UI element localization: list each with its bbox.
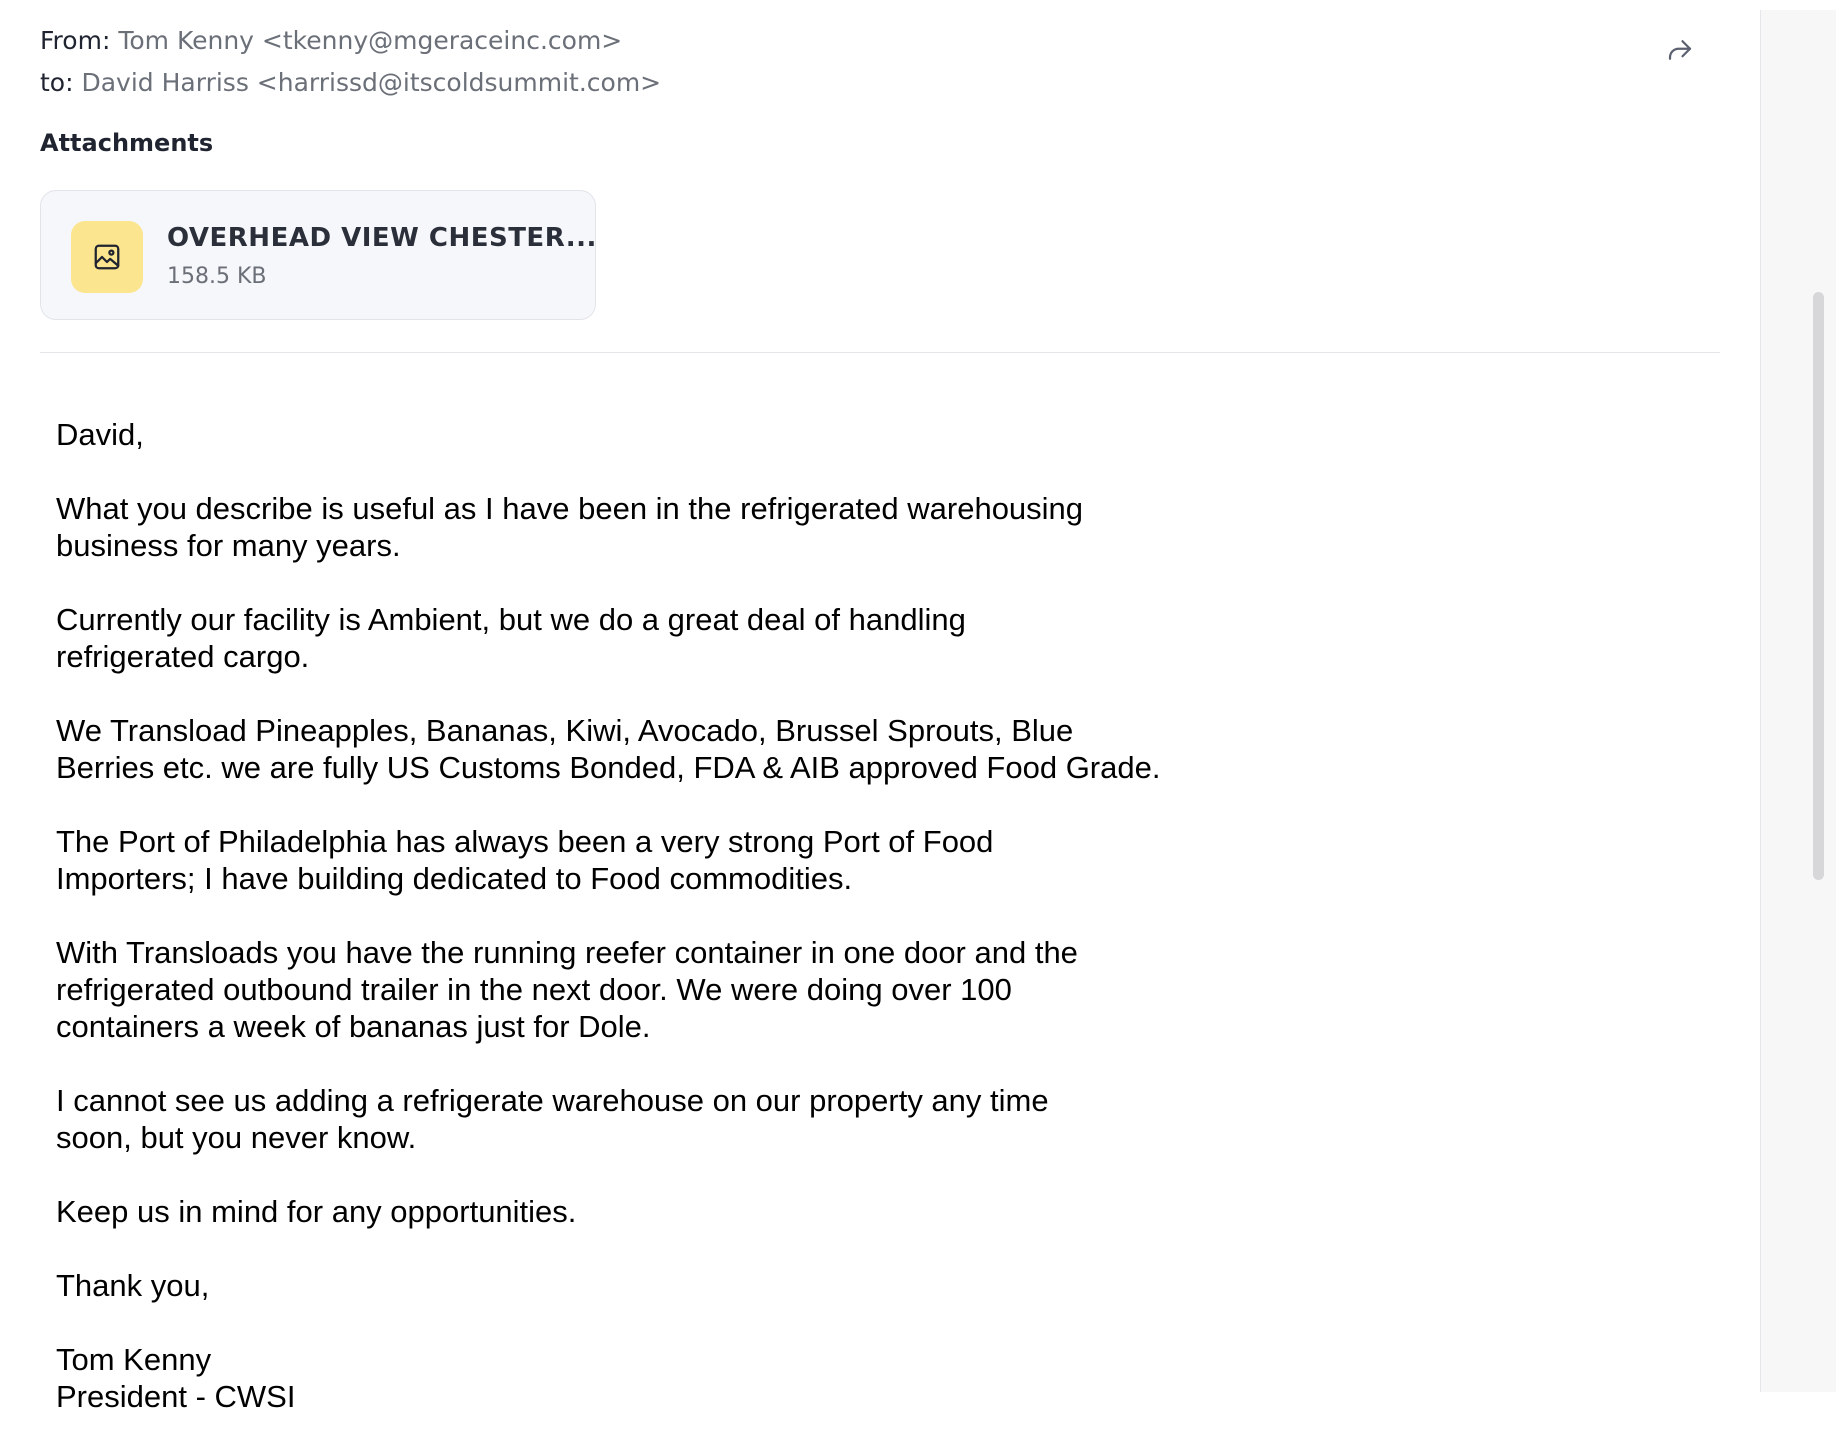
body-line: soon, but you never know. xyxy=(56,1120,417,1155)
forward-icon xyxy=(1665,35,1695,65)
body-line: We Transload Pineapples, Bananas, Kiwi, Avocado, Brussel Sprouts, Blue xyxy=(56,713,1074,748)
body-line: The Port of Philadelphia has always been a very strong Port of Food xyxy=(56,824,994,859)
body-line: Keep us in mind for any opportunities. xyxy=(56,1194,577,1229)
attachment-card[interactable] xyxy=(40,190,596,320)
attachment-size: 158.5 KB xyxy=(167,264,267,289)
to-label: to: xyxy=(40,68,74,97)
body-paragraph xyxy=(56,1193,1256,1230)
header-divider xyxy=(40,352,1720,353)
body-line: President - CWSI xyxy=(56,1379,296,1414)
body-line: Berries etc. we are fully US Customs Bonded, FDA & AIB approved Food Grade. xyxy=(56,750,1161,785)
from-value[interactable]: Tom Kenny <tkenny@mgeraceinc.com> xyxy=(118,26,623,55)
image-icon xyxy=(92,242,122,272)
email-body xyxy=(56,416,1256,1452)
body-paragraph xyxy=(56,1341,1256,1415)
body-line: Tom Kenny xyxy=(56,1342,212,1377)
attachments-heading: Attachments xyxy=(40,129,214,157)
body-line: business for many years. xyxy=(56,528,401,563)
body-line: refrigerated outbound trailer in the next door. We were doing over 100 xyxy=(56,972,1012,1007)
body-line: refrigerated cargo. xyxy=(56,639,310,674)
body-paragraph xyxy=(56,601,1256,675)
body-paragraph xyxy=(56,712,1256,786)
forward-button[interactable] xyxy=(1664,34,1696,66)
to-value[interactable]: David Harriss <harrissd@itscoldsummit.com> xyxy=(81,68,662,97)
body-paragraph xyxy=(56,490,1256,564)
body-line: With Transloads you have the running reefer container in one door and the xyxy=(56,935,1078,970)
scrollbar-thumb[interactable] xyxy=(1813,292,1824,880)
body-line: I cannot see us adding a refrigerate warehouse on our property any time xyxy=(56,1083,1049,1118)
to-line xyxy=(40,68,661,98)
from-label: From: xyxy=(40,26,111,55)
body-paragraph xyxy=(56,416,1256,453)
body-line: Currently our facility is Ambient, but we do a great deal of handling xyxy=(56,602,966,637)
body-line: David, xyxy=(56,417,144,452)
body-line: containers a week of bananas just for Dole. xyxy=(56,1009,651,1044)
from-line xyxy=(40,26,622,56)
body-paragraph xyxy=(56,823,1256,897)
right-rail-panel xyxy=(1760,10,1836,1392)
attachment-name: OVERHEAD VIEW CHESTER... xyxy=(167,223,597,253)
body-paragraph xyxy=(56,1082,1256,1156)
body-line: What you describe is useful as I have been in the refrigerated warehousing xyxy=(56,491,1084,526)
body-paragraph xyxy=(56,1267,1256,1304)
body-paragraph xyxy=(56,934,1256,1045)
attachment-icon-tile xyxy=(71,221,143,293)
body-line: Thank you, xyxy=(56,1268,210,1303)
body-line: Importers; I have building dedicated to Food commodities. xyxy=(56,861,853,896)
